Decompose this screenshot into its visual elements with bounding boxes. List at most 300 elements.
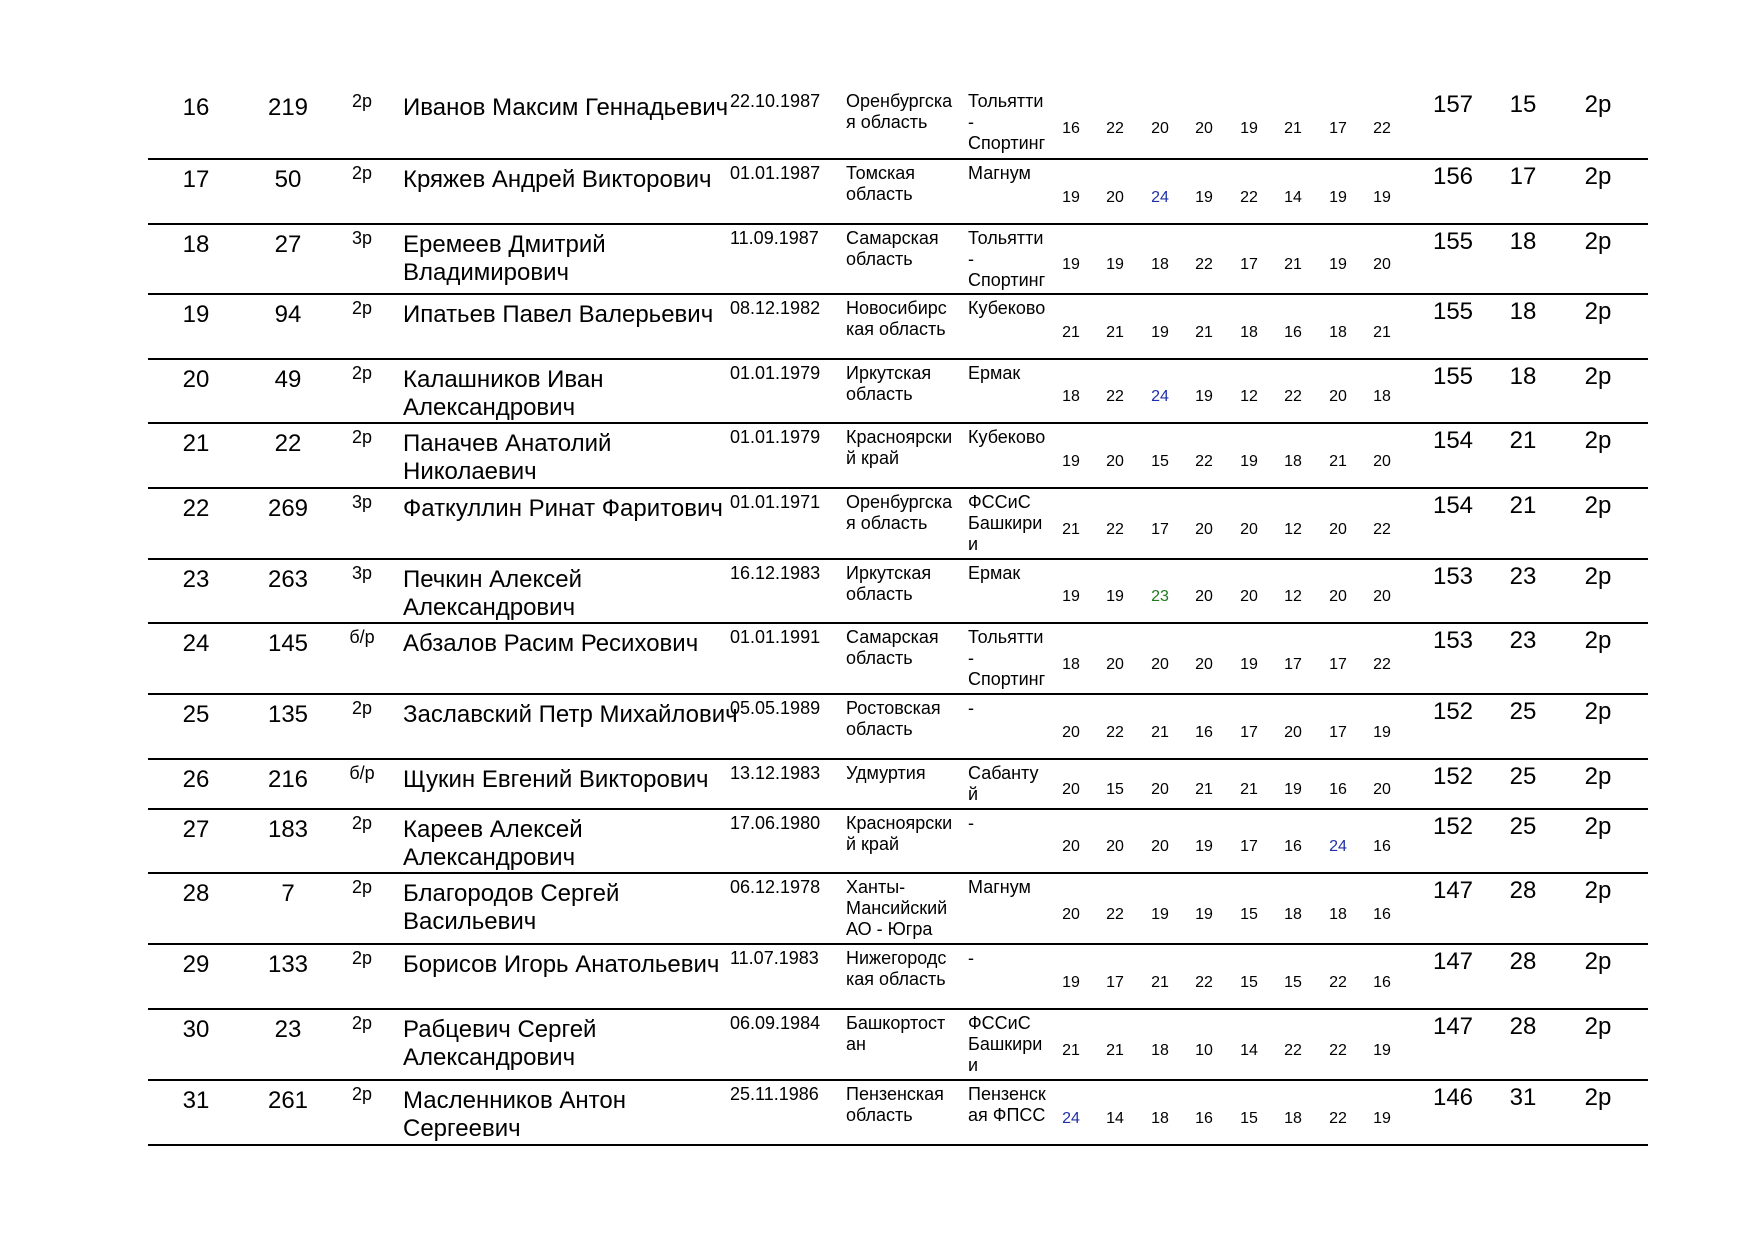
series-score-cell: 21 (1284, 256, 1302, 273)
region-cell: Башкортост ан (846, 1013, 946, 1054)
place-cell: 16 (182, 94, 210, 121)
series-score-cell: 19 (1195, 189, 1213, 206)
series-score-cell: 16 (1329, 781, 1347, 798)
series-score-cell: 15 (1151, 453, 1169, 470)
region-cell: Иркутская область (846, 563, 932, 604)
table-row (148, 695, 1648, 760)
series-score-cell: 17 (1240, 724, 1258, 741)
total-score-cell: 147 (1432, 1013, 1474, 1040)
series-score-cell: 22 (1284, 1042, 1302, 1059)
series-score-cell: 18 (1240, 324, 1258, 341)
series-score-cell: 22 (1284, 388, 1302, 405)
table-row (148, 88, 1648, 160)
place-cell: 26 (182, 766, 210, 793)
final-place-cell: 25 (1509, 813, 1537, 840)
series-score-cell: 22 (1106, 120, 1124, 137)
rank-cell: 2р (351, 298, 373, 318)
awarded-rank-cell: 2р (1584, 228, 1612, 255)
final-place-cell: 21 (1509, 427, 1537, 454)
awarded-rank-cell: 2р (1584, 698, 1612, 725)
table-row (148, 360, 1648, 424)
bib-number-cell: 49 (274, 366, 302, 393)
series-score-cell: 17 (1106, 974, 1124, 991)
place-cell: 17 (182, 166, 210, 193)
rank-cell: б/р (349, 627, 375, 647)
rank-cell: 3р (351, 563, 373, 583)
series-score-cell: 20 (1195, 588, 1213, 605)
birth-date-cell: 22.10.1987 (730, 91, 821, 111)
region-cell: Оренбургска я область (846, 91, 953, 132)
region-cell: Красноярски й край (846, 813, 953, 854)
series-score-cell: 22 (1373, 521, 1391, 538)
series-score-cell: 20 (1195, 120, 1213, 137)
series-score-cell: 20 (1106, 656, 1124, 673)
bib-number-cell: 23 (274, 1016, 302, 1043)
series-score-cell: 24 (1151, 189, 1169, 206)
series-score-cell: 17 (1284, 656, 1302, 673)
club-cell: Ермак (968, 563, 1021, 583)
series-score-cell: 19 (1329, 189, 1347, 206)
series-score-cell: 21 (1284, 120, 1302, 137)
series-score-cell: 22 (1373, 120, 1391, 137)
series-score-cell: 17 (1240, 838, 1258, 855)
series-score-cell: 22 (1106, 388, 1124, 405)
series-score-cell: 16 (1284, 324, 1302, 341)
series-score-cell: 18 (1329, 324, 1347, 341)
table-row (148, 810, 1648, 874)
bib-number-cell: 22 (274, 430, 302, 457)
region-cell: Ростовская область (846, 698, 941, 739)
series-score-cell: 18 (1151, 1110, 1169, 1127)
series-score-cell: 19 (1151, 324, 1169, 341)
athlete-name-cell: Рабцевич Сергей Александрович (403, 1016, 597, 1071)
series-score-cell: 21 (1373, 324, 1391, 341)
series-score-cell: 19 (1240, 120, 1258, 137)
series-score-cell: 18 (1329, 906, 1347, 923)
place-cell: 21 (182, 430, 210, 457)
awarded-rank-cell: 2р (1584, 1084, 1612, 1111)
series-score-cell: 19 (1195, 906, 1213, 923)
club-cell: Магнум (968, 163, 1031, 183)
table-row (148, 945, 1648, 1010)
series-score-cell: 20 (1373, 781, 1391, 798)
place-cell: 28 (182, 880, 210, 907)
table-row (148, 560, 1648, 624)
total-score-cell: 147 (1432, 948, 1474, 975)
series-score-cell: 20 (1329, 388, 1347, 405)
awarded-rank-cell: 2р (1584, 763, 1612, 790)
series-score-cell: 18 (1284, 453, 1302, 470)
final-place-cell: 23 (1509, 627, 1537, 654)
rank-cell: 2р (351, 427, 373, 447)
birth-date-cell: 13.12.1983 (730, 763, 821, 783)
series-score-cell: 18 (1284, 906, 1302, 923)
series-score-cell: 22 (1329, 974, 1347, 991)
series-score-cell: 21 (1106, 1042, 1124, 1059)
birth-date-cell: 01.01.1979 (730, 363, 821, 383)
series-score-cell: 22 (1195, 256, 1213, 273)
bib-number-cell: 269 (267, 495, 309, 522)
series-score-cell: 20 (1062, 781, 1080, 798)
total-score-cell: 155 (1432, 298, 1474, 325)
athlete-name-cell: Иванов Максим Геннадьевич (403, 94, 729, 121)
series-score-cell: 20 (1151, 120, 1169, 137)
birth-date-cell: 01.01.1987 (730, 163, 821, 183)
series-score-cell: 22 (1373, 656, 1391, 673)
series-score-cell: 16 (1373, 974, 1391, 991)
table-row (148, 295, 1648, 360)
table-row (148, 1010, 1648, 1081)
series-score-cell: 20 (1062, 838, 1080, 855)
place-cell: 29 (182, 951, 210, 978)
series-score-cell: 17 (1151, 521, 1169, 538)
region-cell: Красноярски й край (846, 427, 953, 468)
athlete-name-cell: Заславский Петр Михайлович (403, 701, 738, 728)
total-score-cell: 152 (1432, 698, 1474, 725)
club-cell: Кубеково (968, 427, 1046, 447)
place-cell: 27 (182, 816, 210, 843)
series-score-cell: 21 (1151, 974, 1169, 991)
series-score-cell: 10 (1195, 1042, 1213, 1059)
series-score-cell: 22 (1106, 724, 1124, 741)
athlete-name-cell: Паначев Анатолий Николаевич (403, 430, 612, 485)
total-score-cell: 154 (1432, 427, 1474, 454)
series-score-cell: 19 (1195, 388, 1213, 405)
series-score-cell: 22 (1195, 453, 1213, 470)
series-score-cell: 20 (1240, 588, 1258, 605)
series-score-cell: 15 (1240, 1110, 1258, 1127)
awarded-rank-cell: 2р (1584, 91, 1612, 118)
series-score-cell: 16 (1062, 120, 1080, 137)
region-cell: Ханты- Мансийский АО - Югра (846, 877, 948, 939)
total-score-cell: 155 (1432, 228, 1474, 255)
series-score-cell: 16 (1195, 724, 1213, 741)
club-cell: Пензенск ая ФПСС (968, 1084, 1046, 1125)
region-cell: Удмуртия (846, 763, 926, 783)
place-cell: 22 (182, 495, 210, 522)
table-row (148, 874, 1648, 945)
series-score-cell: 22 (1195, 974, 1213, 991)
table-row (148, 160, 1648, 225)
series-score-cell: 21 (1106, 324, 1124, 341)
series-score-cell: 17 (1329, 656, 1347, 673)
series-score-cell: 16 (1195, 1110, 1213, 1127)
series-score-cell: 19 (1195, 838, 1213, 855)
series-score-cell: 20 (1062, 724, 1080, 741)
place-cell: 19 (182, 301, 210, 328)
table-row (148, 624, 1648, 695)
awarded-rank-cell: 2р (1584, 492, 1612, 519)
series-score-cell: 19 (1062, 189, 1080, 206)
total-score-cell: 146 (1432, 1084, 1474, 1111)
athlete-name-cell: Абзалов Расим Ресихович (403, 630, 699, 657)
final-place-cell: 25 (1509, 763, 1537, 790)
club-cell: Тольятти - Спортинг (968, 228, 1046, 290)
series-score-cell: 17 (1329, 120, 1347, 137)
awarded-rank-cell: 2р (1584, 427, 1612, 454)
series-score-cell: 23 (1151, 588, 1169, 605)
series-score-cell: 20 (1151, 656, 1169, 673)
rank-cell: 2р (351, 163, 373, 183)
final-place-cell: 21 (1509, 492, 1537, 519)
birth-date-cell: 01.01.1971 (730, 492, 821, 512)
birth-date-cell: 25.11.1986 (730, 1084, 819, 1104)
awarded-rank-cell: 2р (1584, 363, 1612, 390)
birth-date-cell: 08.12.1982 (730, 298, 821, 318)
series-score-cell: 15 (1240, 974, 1258, 991)
athlete-name-cell: Борисов Игорь Анатольевич (403, 951, 720, 978)
series-score-cell: 20 (1373, 453, 1391, 470)
awarded-rank-cell: 2р (1584, 627, 1612, 654)
series-score-cell: 18 (1062, 388, 1080, 405)
table-row (148, 760, 1648, 810)
final-place-cell: 25 (1509, 698, 1537, 725)
series-score-cell: 19 (1151, 906, 1169, 923)
total-score-cell: 147 (1432, 877, 1474, 904)
series-score-cell: 19 (1284, 781, 1302, 798)
series-score-cell: 24 (1062, 1110, 1080, 1127)
athlete-name-cell: Калашников Иван Александрович (403, 366, 604, 421)
total-score-cell: 153 (1432, 563, 1474, 590)
series-score-cell: 16 (1373, 906, 1391, 923)
region-cell: Иркутская область (846, 363, 932, 404)
place-cell: 30 (182, 1016, 210, 1043)
birth-date-cell: 17.06.1980 (730, 813, 821, 833)
series-score-cell: 15 (1106, 781, 1124, 798)
series-score-cell: 19 (1062, 453, 1080, 470)
series-score-cell: 22 (1329, 1110, 1347, 1127)
series-score-cell: 20 (1195, 521, 1213, 538)
series-score-cell: 21 (1151, 724, 1169, 741)
bib-number-cell: 216 (267, 766, 309, 793)
awarded-rank-cell: 2р (1584, 813, 1612, 840)
athlete-name-cell: Кряжев Андрей Викторович (403, 166, 712, 193)
club-cell: Тольятти - Спортинг (968, 627, 1046, 689)
series-score-cell: 19 (1106, 588, 1124, 605)
club-cell: Сабанту й (968, 763, 1039, 804)
awarded-rank-cell: 2р (1584, 1013, 1612, 1040)
table-row (148, 1081, 1648, 1146)
athlete-name-cell: Ипатьев Павел Валерьевич (403, 301, 714, 328)
total-score-cell: 154 (1432, 492, 1474, 519)
athlete-name-cell: Масленников Антон Сергеевич (403, 1087, 626, 1142)
club-cell: - (968, 698, 974, 718)
rank-cell: 3р (351, 228, 373, 248)
region-cell: Самарская область (846, 228, 939, 269)
series-score-cell: 21 (1240, 781, 1258, 798)
final-place-cell: 31 (1509, 1084, 1537, 1111)
series-score-cell: 21 (1062, 1042, 1080, 1059)
awarded-rank-cell: 2р (1584, 948, 1612, 975)
club-cell: - (968, 948, 974, 968)
final-place-cell: 17 (1509, 163, 1537, 190)
birth-date-cell: 11.07.1983 (730, 948, 819, 968)
series-score-cell: 20 (1284, 724, 1302, 741)
total-score-cell: 155 (1432, 363, 1474, 390)
series-score-cell: 21 (1329, 453, 1347, 470)
series-score-cell: 19 (1329, 256, 1347, 273)
bib-number-cell: 145 (267, 630, 309, 657)
athlete-name-cell: Печкин Алексей Александрович (403, 566, 583, 621)
series-score-cell: 24 (1151, 388, 1169, 405)
rank-cell: 2р (351, 363, 373, 383)
rank-cell: 2р (351, 1084, 373, 1104)
final-place-cell: 18 (1509, 228, 1537, 255)
bib-number-cell: 263 (267, 566, 309, 593)
series-score-cell: 22 (1106, 906, 1124, 923)
series-score-cell: 16 (1284, 838, 1302, 855)
series-score-cell: 20 (1106, 189, 1124, 206)
total-score-cell: 156 (1432, 163, 1474, 190)
series-score-cell: 14 (1284, 189, 1302, 206)
series-score-cell: 20 (1240, 521, 1258, 538)
final-place-cell: 23 (1509, 563, 1537, 590)
series-score-cell: 20 (1329, 521, 1347, 538)
series-score-cell: 21 (1062, 324, 1080, 341)
series-score-cell: 12 (1284, 588, 1302, 605)
table-row (148, 225, 1648, 295)
rank-cell: 2р (351, 1013, 373, 1033)
series-score-cell: 18 (1151, 256, 1169, 273)
club-cell: ФССиС Башкири и (968, 492, 1043, 554)
series-score-cell: 16 (1373, 838, 1391, 855)
series-score-cell: 20 (1151, 781, 1169, 798)
series-score-cell: 19 (1062, 588, 1080, 605)
final-place-cell: 28 (1509, 877, 1537, 904)
region-cell: Нижегородс кая область (846, 948, 947, 989)
place-cell: 31 (182, 1087, 210, 1114)
awarded-rank-cell: 2р (1584, 163, 1612, 190)
series-score-cell: 15 (1284, 974, 1302, 991)
birth-date-cell: 01.01.1991 (730, 627, 821, 647)
rank-cell: 2р (351, 877, 373, 897)
club-cell: Тольятти - Спортинг (968, 91, 1046, 153)
total-score-cell: 157 (1432, 91, 1474, 118)
series-score-cell: 19 (1240, 453, 1258, 470)
bib-number-cell: 94 (274, 301, 302, 328)
series-score-cell: 21 (1195, 324, 1213, 341)
bib-number-cell: 261 (267, 1087, 309, 1114)
bib-number-cell: 135 (267, 701, 309, 728)
birth-date-cell: 16.12.1983 (730, 563, 821, 583)
total-score-cell: 153 (1432, 627, 1474, 654)
total-score-cell: 152 (1432, 813, 1474, 840)
series-score-cell: 19 (1106, 256, 1124, 273)
rank-cell: 2р (351, 813, 373, 833)
series-score-cell: 12 (1284, 521, 1302, 538)
series-score-cell: 21 (1062, 521, 1080, 538)
series-score-cell: 20 (1106, 838, 1124, 855)
birth-date-cell: 01.01.1979 (730, 427, 821, 447)
series-score-cell: 19 (1373, 724, 1391, 741)
series-score-cell: 20 (1151, 838, 1169, 855)
series-score-cell: 20 (1195, 656, 1213, 673)
series-score-cell: 18 (1062, 656, 1080, 673)
series-score-cell: 19 (1240, 656, 1258, 673)
series-score-cell: 14 (1106, 1110, 1124, 1127)
series-score-cell: 22 (1329, 1042, 1347, 1059)
series-score-cell: 19 (1062, 974, 1080, 991)
region-cell: Пензенская область (846, 1084, 944, 1125)
table-row (148, 424, 1648, 489)
series-score-cell: 14 (1240, 1042, 1258, 1059)
series-score-cell: 20 (1329, 588, 1347, 605)
region-cell: Новосибирс кая область (846, 298, 947, 339)
club-cell: Кубеково (968, 298, 1046, 318)
final-place-cell: 15 (1509, 91, 1537, 118)
athlete-name-cell: Фаткуллин Ринат Фаритович (403, 495, 723, 522)
rank-cell: 3р (351, 492, 373, 512)
bib-number-cell: 27 (274, 231, 302, 258)
series-score-cell: 19 (1062, 256, 1080, 273)
bib-number-cell: 50 (274, 166, 302, 193)
series-score-cell: 19 (1373, 1042, 1391, 1059)
series-score-cell: 12 (1240, 388, 1258, 405)
region-cell: Оренбургска я область (846, 492, 953, 533)
rank-cell: 2р (351, 948, 373, 968)
bib-number-cell: 219 (267, 94, 309, 121)
place-cell: 24 (182, 630, 210, 657)
series-score-cell: 22 (1240, 189, 1258, 206)
birth-date-cell: 06.09.1984 (730, 1013, 821, 1033)
series-score-cell: 20 (1106, 453, 1124, 470)
awarded-rank-cell: 2р (1584, 877, 1612, 904)
club-cell: - (968, 813, 974, 833)
series-score-cell: 17 (1240, 256, 1258, 273)
bib-number-cell: 7 (281, 880, 295, 907)
athlete-name-cell: Щукин Евгений Викторович (403, 766, 709, 793)
final-place-cell: 28 (1509, 948, 1537, 975)
bib-number-cell: 183 (267, 816, 309, 843)
athlete-name-cell: Еремеев Дмитрий Владимирович (403, 231, 606, 286)
final-place-cell: 28 (1509, 1013, 1537, 1040)
region-cell: Самарская область (846, 627, 939, 668)
series-score-cell: 24 (1329, 838, 1347, 855)
place-cell: 25 (182, 701, 210, 728)
club-cell: Ермак (968, 363, 1021, 383)
series-score-cell: 18 (1151, 1042, 1169, 1059)
total-score-cell: 152 (1432, 763, 1474, 790)
rank-cell: б/р (349, 763, 375, 783)
rank-cell: 2р (351, 91, 373, 111)
place-cell: 18 (182, 231, 210, 258)
series-score-cell: 21 (1195, 781, 1213, 798)
place-cell: 20 (182, 366, 210, 393)
birth-date-cell: 11.09.1987 (730, 228, 819, 248)
series-score-cell: 18 (1373, 388, 1391, 405)
birth-date-cell: 06.12.1978 (730, 877, 821, 897)
final-place-cell: 18 (1509, 298, 1537, 325)
place-cell: 23 (182, 566, 210, 593)
region-cell: Томская область (846, 163, 916, 204)
series-score-cell: 18 (1284, 1110, 1302, 1127)
club-cell: ФССиС Башкири и (968, 1013, 1043, 1075)
series-score-cell: 19 (1373, 189, 1391, 206)
athlete-name-cell: Благородов Сергей Васильевич (403, 880, 620, 935)
series-score-cell: 15 (1240, 906, 1258, 923)
series-score-cell: 17 (1329, 724, 1347, 741)
rank-cell: 2р (351, 698, 373, 718)
awarded-rank-cell: 2р (1584, 298, 1612, 325)
table-row (148, 489, 1648, 560)
bib-number-cell: 133 (267, 951, 309, 978)
birth-date-cell: 05.05.1989 (730, 698, 821, 718)
series-score-cell: 22 (1106, 521, 1124, 538)
series-score-cell: 20 (1373, 588, 1391, 605)
series-score-cell: 19 (1373, 1110, 1391, 1127)
series-score-cell: 20 (1062, 906, 1080, 923)
athlete-name-cell: Кареев Алексей Александрович (403, 816, 583, 871)
